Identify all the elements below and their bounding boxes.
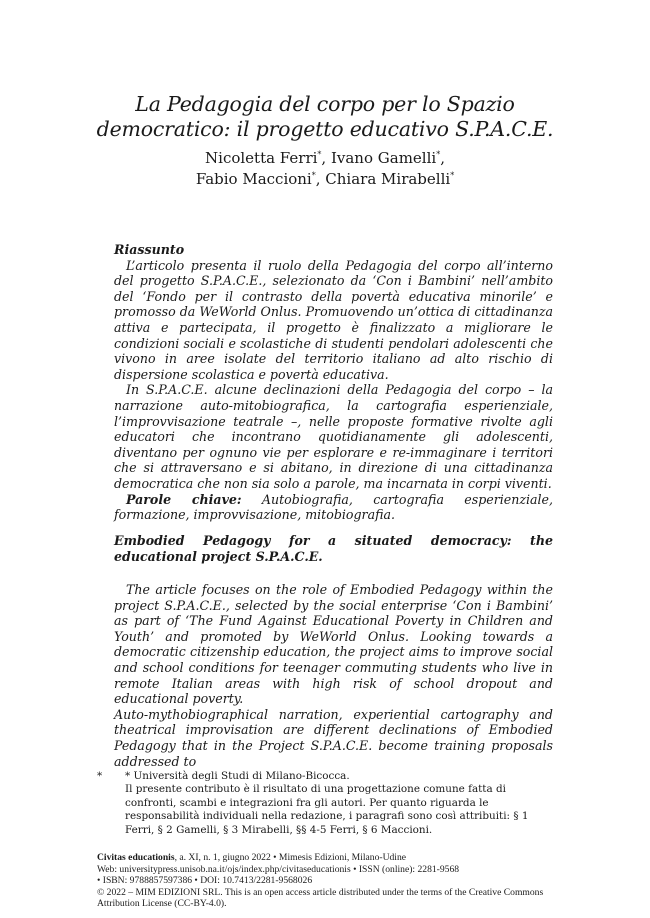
- abstract-paragraph: The article focuses on the role of Embodied Pedagogy within the project S.P.A.C.E., selected by the social enterprise ‘Con i Bambini’ as part of ‘The Fund Against Educational Poverty in Children and Youth’ and promoted by WeWorld Onlus. Looking towards a democratic citizenship education, the project aims to improve social and school conditions for teenager commuting students who live in remote Italian areas with high risk of school dropout and educational poverty.: [114, 582, 553, 707]
- publication-info: [97, 852, 553, 910]
- footnote-contribution: Il presente contributo è il risultato di una progettazione comune fatta di confronti, scambi e integrazioni fra gli autori. Per quanto riguarda le responsabilità individuali nella redazione, i paragrafi sono così attribuiti: § 1 Ferri, § 2 Gamelli, § 3 Mirabelli, §§ 4-5 Ferri, § 6 Maccioni.: [125, 783, 529, 836]
- keywords-list: Autobiografia, cartografia esperienziale, formazione, improvvisazione, mitobiografia.: [114, 491, 553, 523]
- journal-issue: , a. XI, n. 1, giugno 2022 • Mimesis Edizioni, Milano-Udine: [174, 852, 407, 863]
- english-title-block: [114, 533, 553, 564]
- abstract-english: [114, 582, 553, 769]
- footnote-affiliation: * Università degli Studi di Milano-Bicocca.: [125, 770, 350, 782]
- author-affiliation-mark: *: [450, 171, 455, 180]
- abstract-italian: [114, 242, 553, 523]
- publication-line-1: [97, 852, 553, 864]
- title-line-2: democratico: il progetto educativo S.P.A.C.E.: [96, 117, 554, 141]
- publication-license: © 2022 – MIM EDIZIONI SRL. This is an open access article distributed under the terms of the Creative Commons Attribution License (CC-BY-4.0).: [97, 886, 544, 910]
- author-affiliation-mark: *: [317, 150, 322, 159]
- title-line-1: La Pedagogia del corpo per lo Spazio: [135, 92, 515, 116]
- author-affiliation-mark: *: [311, 171, 316, 180]
- publication-isbn: • ISBN: 9788857597386 • DOI: 10.7413/2281-9568026: [97, 875, 313, 887]
- journal-name: Civitas educationis: [97, 852, 175, 863]
- footnote-body: [125, 770, 553, 837]
- author-name: Chiara Mirabelli: [325, 170, 451, 188]
- author-affiliation-mark: *: [436, 150, 441, 159]
- abstract-paragraph: L’articolo presenta il ruolo della Pedagogia del corpo all’interno del progetto S.P.A.C.E., selezionato da ‘Con i Bambini’ nell’ambito del ‘Fondo per il contrasto della povertà educativa minorile’ e promosso da WeWorld Onlus. Promuovendo un’ottica di cittadinanza attiva e partecipata, il progetto è finalizzato a migliorare le condizioni sociali e scolastiche di studenti pendolari adolescenti che vivono in aree isolate del territorio italiano ad alto rischio di dispersione scolastica e povertà educativa.: [114, 257, 553, 382]
- authors-line-2: Fabio Maccioni*, Chiara Mirabelli*: [195, 170, 455, 188]
- author-list: [60, 146, 590, 188]
- abstract-heading: Riassunto: [114, 242, 185, 257]
- english-title: Embodied Pedagogy for a situated democracy: the educational project S.P.A.C.E.: [114, 533, 553, 564]
- abstract-paragraph: In S.P.A.C.E. alcune declinazioni della Pedagogia del corpo – la narrazione auto-mitobiografica, la cartografia esperienziale, l’improvvisazione teatrale –, nelle proposte formative rivolte agli educatori che incontrano quotidianamente gli adolescenti, diventano per ognuno vie per esplorare e re-immaginare i territori che si attraversano e si abitano, in direzione di una cittadinanza democratica che non sia solo a parole, ma incarnata in corpi viventi.: [114, 382, 553, 491]
- keywords: [114, 492, 553, 523]
- author-name: Nicoletta Ferri: [205, 149, 318, 167]
- author-name: Fabio Maccioni: [195, 170, 312, 188]
- article-title: [60, 92, 590, 142]
- footnote: [97, 770, 553, 837]
- author-name: Ivano Gamelli: [330, 149, 437, 167]
- keywords-label: Parole chiave:: [126, 491, 242, 507]
- authors-line-1: Nicoletta Ferri*, Ivano Gamelli*,: [205, 149, 445, 167]
- footnote-mark: *: [97, 770, 103, 782]
- publication-web: Web: universitypress.unisob.na.it/ojs/index.php/civitaseducationis • ISSN (online): 2281-9568: [97, 863, 460, 875]
- abstract-paragraph: Auto-mythobiographical narration, experiential cartography and theatrical improvisation are different declinations of Embodied Pedagogy that in the Project S.P.A.C.E. become training proposals addressed to: [114, 706, 553, 769]
